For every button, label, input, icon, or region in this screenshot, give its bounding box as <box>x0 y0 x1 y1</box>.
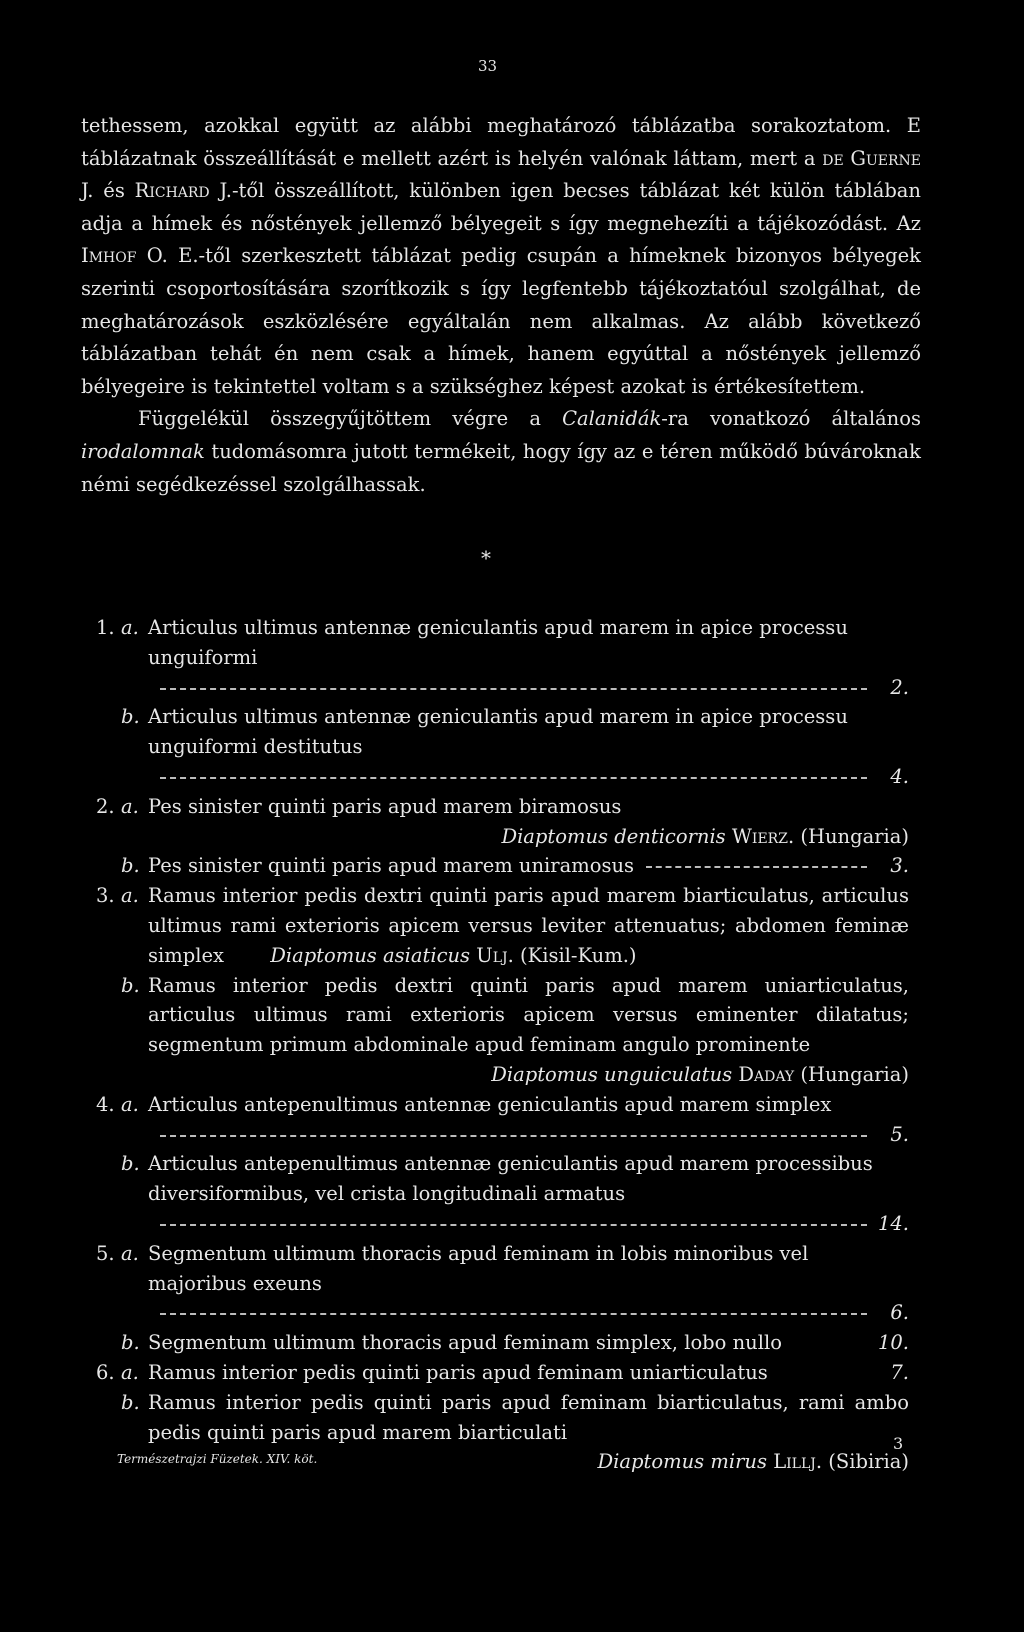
couplet-letter: b. <box>121 1331 140 1355</box>
intro-text <box>81 110 921 501</box>
species-name: Diaptomus mirus <box>597 1450 767 1474</box>
couplet-text: Articulus antepenultimus antennæ geniculantis apud marem processibus diversiformibus, vel crista longitudinali armatus <box>148 1152 873 1206</box>
couplet-reference: 2. <box>890 675 909 699</box>
key-couplet-1b <box>96 702 909 791</box>
identification-key <box>96 613 909 1477</box>
couplet-text: Ramus interior pedis dextri quinti paris apud marem biarticulatus, articulus ultimus rami exterioris apicem versus leviter attenuatus; abdomen feminæ simplex <box>148 884 909 967</box>
species-line <box>148 1060 909 1090</box>
couplet-text: Pes sinister quinti paris apud marem biramosus <box>148 794 622 818</box>
leader-dots <box>160 1313 867 1315</box>
couplet-text: Ramus interior pedis dextri quinti paris apud marem uniarticulatus, articulus ultimus rami exterioris apicem versus eminenter dilatatus; segmentum primum abdominale apud feminam angulo prominente <box>148 973 909 1057</box>
couplet-letter: b. <box>121 705 140 729</box>
key-couplet-3b <box>96 971 909 1090</box>
couplet-letter: a. <box>121 794 139 818</box>
couplet-number: 2. <box>96 794 115 818</box>
species-name: Diaptomus denticornis <box>501 824 726 848</box>
species-line <box>148 822 909 852</box>
couplet-text: Articulus ultimus antennæ geniculantis apud marem in apice processu unguiformi <box>148 616 848 669</box>
couplet-text: Pes sinister quinti paris apud marem uniramosus <box>148 854 635 878</box>
species-locality: (Kisil-Kum.) <box>520 943 637 967</box>
key-couplet-4b <box>96 1149 909 1238</box>
leader-dots <box>160 777 867 779</box>
key-couplet-3a <box>96 881 909 970</box>
species-locality: (Sibiria) <box>828 1450 909 1474</box>
species-author: Wierz. <box>731 824 795 848</box>
couplet-letter: a. <box>121 1092 139 1116</box>
section-separator: * <box>481 546 491 570</box>
page-number: 33 <box>478 57 498 75</box>
key-couplet-6a <box>96 1358 909 1388</box>
couplet-letter: b. <box>121 854 140 878</box>
couplet-number: 6. <box>96 1360 115 1384</box>
couplet-letter: b. <box>121 973 140 997</box>
couplet-reference: 3. <box>890 854 909 878</box>
couplet-reference: 5. <box>890 1122 909 1146</box>
couplet-reference: 14. <box>877 1211 909 1235</box>
species-author: Daday <box>738 1062 795 1086</box>
couplet-reference: 10. <box>877 1331 909 1355</box>
leader-dots <box>160 1224 867 1226</box>
couplet-text: Articulus ultimus antennæ geniculantis apud marem in apice processu unguiformi destitutus <box>148 705 848 759</box>
couplet-letter: a. <box>121 616 139 639</box>
couplet-text: Segmentum ultimum thoracis apud feminam simplex, lobo nullo <box>148 1331 782 1355</box>
intro-paragraph-2: Függelékül összegyűjtöttem végre a Calanidák-ra vonatkozó általános irodalomnak tudomásomra jutott termékeit, hogy így az e téren működő búvároknak némi segédkezéssel szolgálhassak. <box>81 407 921 496</box>
couplet-number: 3. <box>96 884 115 908</box>
species-name: Diaptomus unguiculatus <box>491 1062 733 1086</box>
couplet-reference: 4. <box>890 764 909 788</box>
couplet-text: Ramus interior pedis quinti paris apud feminam biarticulatus, rami ambo pedis quinti paris apud marem biarticulati <box>148 1390 909 1444</box>
author-name: de Guerne <box>822 146 921 170</box>
couplet-letter: b. <box>121 1152 140 1176</box>
key-couplet-4a <box>96 1090 909 1150</box>
species-locality: (Hungaria) <box>800 824 909 848</box>
author-name: Richard <box>134 179 210 203</box>
couplet-letter: b. <box>121 1390 140 1414</box>
signature-mark: 3 <box>893 1434 904 1453</box>
species-author: Ulj. <box>476 943 514 967</box>
couplet-reference: 7. <box>890 1360 909 1384</box>
leader-dots <box>160 1135 867 1137</box>
key-couplet-5a <box>96 1239 909 1328</box>
intro-paragraph-1: tethessem, azokkal együtt az alábbi meghatározó táblázatba sorakoztatom. E táblázatnak összeállítását e mellett azért is helyén valónak láttam, mert a de Guerne J. és Richard J.-től összeállított, különben igen becses táblázat két külön táblában adja a hímek és nőstények jellemző bélyegeit s így megnehezíti a tájékozódást. Az Imhof O. E.-től szerkesztett táblázat pedig csupán a hímeknek bizonyos bélyegek szerinti csoportosítására szorítkozik s így legfentebb tájékoztatóul szolgálhat, de meghatározások eszközlésére egyáltalán nem alkalmas. Az alább következő táblázatban tehát én nem csak a hímek, hanem egyúttal a nőstények jellemző bélyegeire is tekintettel voltam s a szükséghez képest azokat is értékesítettem. <box>81 114 921 398</box>
italic-term: Calanidák <box>562 407 662 431</box>
key-couplet-5b <box>96 1328 909 1358</box>
italic-term: irodalomnak <box>81 439 205 463</box>
couplet-letter: a. <box>121 1360 139 1384</box>
couplet-text: Ramus interior pedis quinti paris apud feminam uniarticulatus <box>148 1360 768 1384</box>
key-couplet-1a <box>96 613 909 702</box>
leader-dots <box>646 866 867 868</box>
key-couplet-2a <box>96 792 909 852</box>
couplet-number: 4. <box>96 1092 115 1116</box>
species-locality: (Hungaria) <box>800 1062 909 1086</box>
couplet-text: Segmentum ultimum thoracis apud feminam in lobis minoribus vel majoribus exeuns <box>148 1241 809 1295</box>
couplet-number: 1. <box>96 616 115 639</box>
couplet-reference: 6. <box>890 1301 909 1325</box>
key-couplet-2b <box>96 851 909 881</box>
species-line <box>270 944 636 967</box>
author-name: Imhof <box>81 244 137 268</box>
couplet-text: Articulus antepenultimus antennæ geniculantis apud marem simplex <box>148 1092 832 1116</box>
species-name: Diaptomus asiaticus <box>270 943 471 967</box>
species-author: Lillj. <box>773 1450 823 1474</box>
couplet-letter: a. <box>121 1241 139 1265</box>
couplet-letter: a. <box>121 884 139 908</box>
couplet-number: 5. <box>96 1241 115 1265</box>
leader-dots <box>160 688 867 690</box>
journal-footer: Természetrajzi Füzetek. XIV. köt. <box>117 1452 318 1466</box>
